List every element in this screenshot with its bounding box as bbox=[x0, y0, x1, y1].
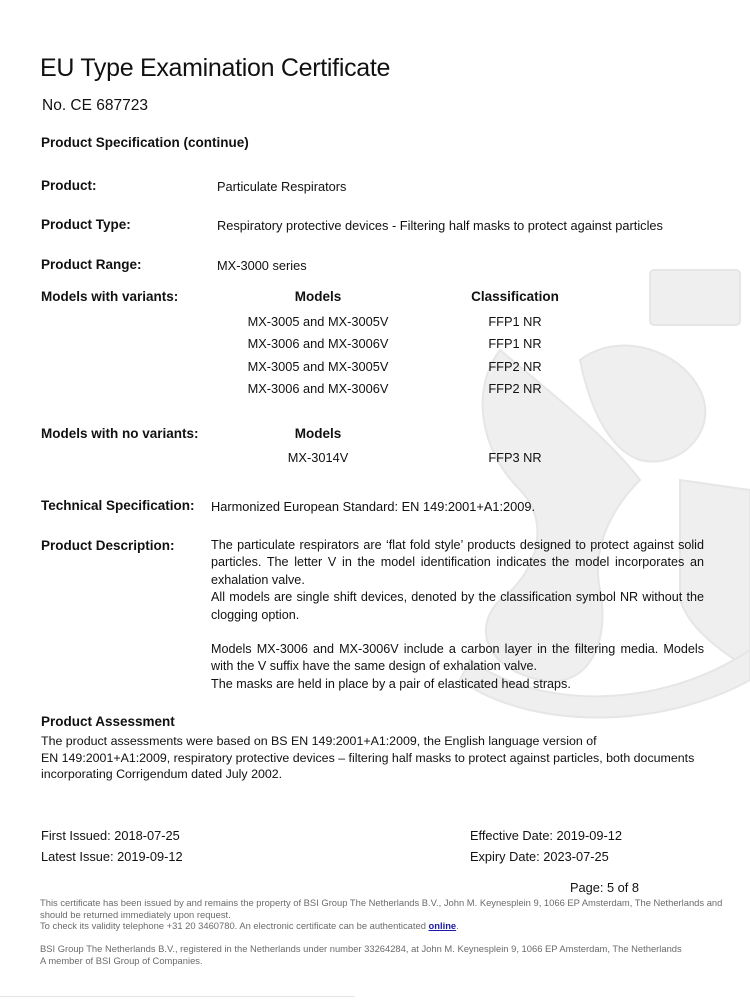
effective-date: Effective Date: 2019-09-12 bbox=[470, 828, 623, 843]
latest-issue: Latest Issue: 2019-09-12 bbox=[41, 849, 183, 864]
description-paragraph: All models are single shift devices, denoted by the classification symbol NR without the clogging option. bbox=[211, 590, 704, 622]
description-paragraph: The particulate respirators are ‘flat fold style’ products designed to protect against solid particles. The letter V in the model identification indicates the model incorporates an exhalation valve. bbox=[211, 538, 704, 587]
expiry-date: Expiry Date: 2023-07-25 bbox=[470, 849, 609, 864]
certificate-number: No. CE 687723 bbox=[42, 97, 148, 114]
model-cell: MX-3005 and MX-3005V bbox=[247, 314, 389, 329]
product-type-value: Respiratory protective devices - Filtering half masks to protect against particles bbox=[217, 218, 663, 233]
technical-specification-value: Harmonized European Standard: EN 149:2001+A1:2009. bbox=[211, 499, 536, 514]
product-value: Particulate Respirators bbox=[217, 179, 347, 194]
product-assessment-text bbox=[41, 733, 721, 783]
product-range-value: MX-3000 series bbox=[217, 258, 307, 273]
classification-column-header: Classification bbox=[471, 289, 559, 304]
classification-cell: FFP1 NR bbox=[488, 336, 542, 351]
footer-line bbox=[40, 920, 730, 932]
crest-book-icon bbox=[650, 270, 740, 325]
technical-specification-label: Technical Specification: bbox=[41, 498, 195, 513]
model-cell: MX-3006 and MX-3006V bbox=[247, 381, 389, 396]
classification-cell: FFP2 NR bbox=[488, 359, 542, 374]
footer-line: BSI Group The Netherlands B.V., registered in the Netherlands under number 33264284, at John M. Keynesplein 9, 1066 EP Amsterdam, The Netherlands bbox=[40, 943, 682, 954]
models-column-header: Models bbox=[294, 426, 342, 441]
product-description-label: Product Description: bbox=[41, 538, 175, 553]
page-number: Page: 5 of 8 bbox=[570, 880, 640, 895]
product-label: Product: bbox=[41, 178, 97, 193]
assessment-line: EN 149:2001+A1:2009, respiratory protective devices – filtering half masks to protect against particles, both documents bbox=[41, 750, 695, 765]
first-issued: First Issued: 2018-07-25 bbox=[41, 828, 180, 843]
footer-line: This certificate has been issued by and remains the property of BSI Group The Netherlands B.V., John M. Keynesplein 9, 1066 EP Amsterdam, The Netherlands and bbox=[40, 897, 723, 908]
classification-cell: FFP1 NR bbox=[488, 314, 542, 329]
models-no-variants-label: Models with no variants: bbox=[41, 426, 199, 441]
product-description-text bbox=[211, 537, 704, 693]
model-cell: MX-3006 and MX-3006V bbox=[247, 336, 389, 351]
footer-period: . bbox=[456, 920, 459, 932]
product-assessment-heading: Product Assessment bbox=[41, 714, 175, 729]
models-with-variants-label: Models with variants: bbox=[41, 289, 179, 304]
description-paragraph: Models MX-3006 and MX-3006V include a carbon layer in the filtering media. Models with the V suffix have the same design of exhalation valve. bbox=[211, 642, 704, 674]
model-cell: MX-3005 and MX-3005V bbox=[247, 359, 389, 374]
product-range-label: Product Range: bbox=[41, 257, 142, 272]
model-cell: MX-3014V bbox=[287, 450, 349, 465]
footer-line: A member of BSI Group of Companies. bbox=[40, 954, 203, 966]
footer-validity-text: To check its validity telephone +31 20 3460780. An electronic certificate can be authenticated bbox=[40, 920, 429, 932]
assessment-line: The product assessments were based on BS EN 149:2001+A1:2009, the English language version of bbox=[41, 734, 597, 748]
footer-company bbox=[40, 943, 730, 966]
product-type-label: Product Type: bbox=[41, 217, 131, 232]
description-paragraph: The masks are held in place by a pair of elasticated head straps. bbox=[211, 676, 571, 691]
classification-cell: FFP2 NR bbox=[488, 381, 542, 396]
online-authentication-link[interactable]: online bbox=[428, 920, 457, 932]
footer-legal bbox=[40, 897, 730, 932]
models-column-header: Models bbox=[294, 289, 342, 304]
section-heading: Product Specification (continue) bbox=[41, 135, 249, 150]
classification-cell: FFP3 NR bbox=[488, 450, 542, 465]
assessment-line: incorporating Corrigendum dated July 2002. bbox=[41, 767, 283, 781]
document-title: EU Type Examination Certificate bbox=[40, 54, 391, 82]
bottom-divider bbox=[0, 996, 355, 997]
footer-line: should be returned immediately upon request. bbox=[40, 908, 231, 920]
